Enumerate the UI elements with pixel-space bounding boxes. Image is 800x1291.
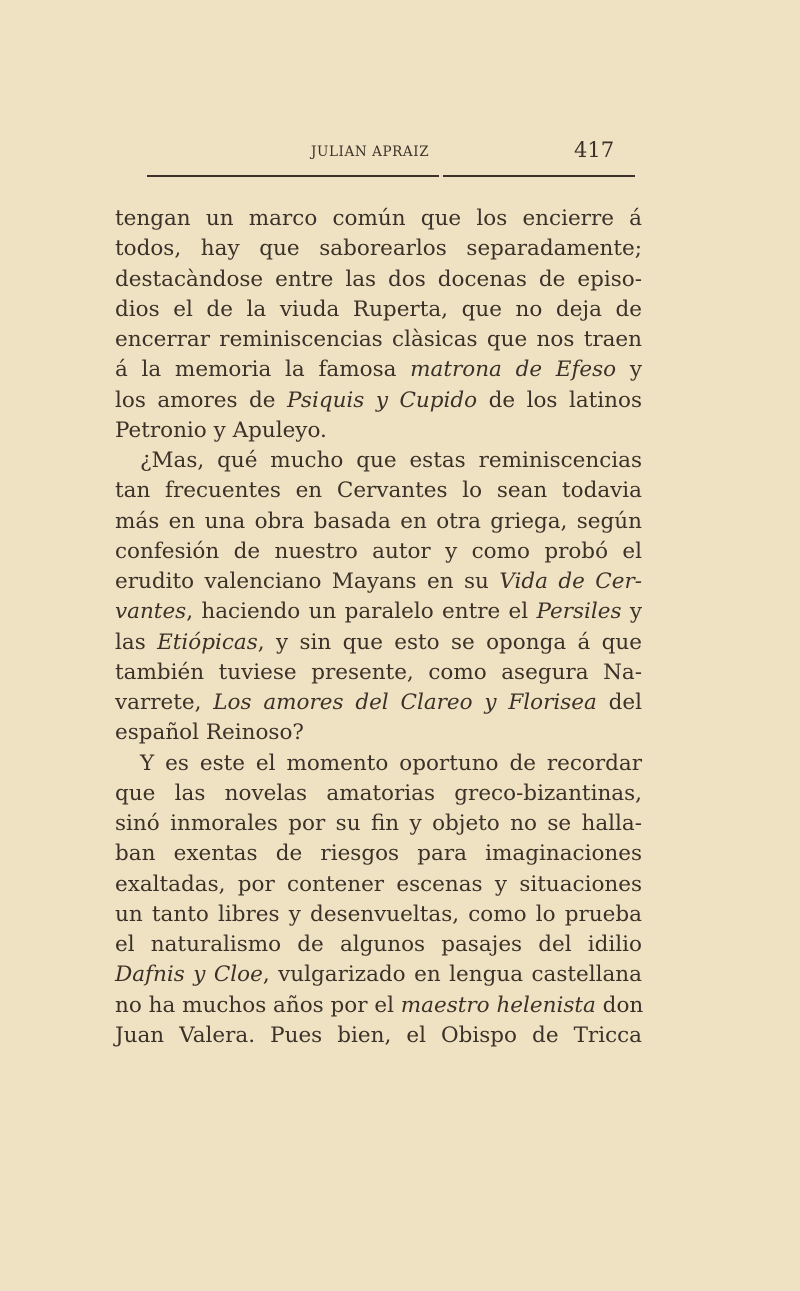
text-run: tan frecuentes en Cervantes lo sean todavia: [115, 478, 642, 504]
italic-title: Etiópicas: [157, 629, 258, 655]
text-run: tengan un marco común que los encierre á: [115, 206, 642, 231]
text-run: de los latinos: [477, 387, 642, 413]
text-line: [115, 991, 642, 1021]
text-run: y: [621, 599, 642, 625]
text-line: [115, 809, 642, 839]
running-head-author: JULIAN APRAIZ: [311, 144, 430, 160]
text-line: [115, 446, 642, 476]
text-run: el naturalismo de algunos pasajes del idilio: [115, 932, 642, 957]
text-run: Petronio y Apuleyo.: [115, 417, 327, 443]
text-run: un tanto libres y desenvueltas, como lo prueba: [115, 901, 642, 927]
text-line: [115, 870, 642, 900]
body-text: [115, 204, 642, 1051]
text-line: [115, 930, 642, 960]
italic-title: Persiles: [536, 599, 622, 625]
text-run: don: [595, 992, 644, 1018]
text-line: [115, 779, 642, 809]
text-run: Y es este el momento oportuno de recordar: [140, 750, 642, 776]
italic-title: Psiquis y Cupido: [287, 387, 478, 413]
text-line: [115, 688, 642, 718]
text-line: [115, 416, 642, 446]
text-run: , haciendo un paralelo entre el: [186, 599, 537, 625]
text-line: [115, 204, 642, 234]
text-run: confesión de nuestro autor y como probó el: [115, 538, 642, 564]
paragraph: [115, 446, 642, 749]
text-line: [115, 234, 642, 264]
text-run: , y sin que esto se oponga á que: [257, 629, 643, 655]
text-line: [115, 567, 642, 597]
italic-title: matrona de Efeso: [410, 357, 617, 383]
page-number: 417: [574, 138, 615, 162]
header-rule: [147, 175, 439, 177]
italic-title: Vida de Cer-: [499, 569, 642, 594]
running-head: [0, 140, 800, 166]
text-run: varrete,: [115, 690, 214, 715]
text-line: [115, 628, 642, 658]
text-line: [115, 718, 642, 748]
italic-title: Los amores del Clareo y Florisea: [213, 690, 597, 715]
text-line: [115, 325, 642, 355]
text-line: [115, 507, 642, 537]
italic-title: vantes: [115, 599, 187, 625]
text-line: [115, 960, 642, 990]
text-run: español Reinoso?: [115, 720, 304, 746]
text-run: del: [596, 690, 643, 715]
text-run: , vulgarizado en lengua castellana: [262, 962, 642, 988]
text-run: las: [115, 629, 158, 655]
text-run: todos, hay que saborearlos separadamente;: [115, 236, 642, 262]
text-line: [115, 1021, 642, 1051]
text-run: dios el de la viuda Ruperta, que no deja de: [115, 296, 642, 322]
text-line: [115, 265, 642, 295]
header-rule: [443, 175, 635, 177]
text-line: [115, 386, 642, 416]
text-line: [115, 355, 642, 385]
text-run: más en una obra basada en otra griega, según: [115, 508, 642, 534]
text-line: [115, 839, 642, 869]
text-run: también tuviese presente, como asegura Na-: [115, 659, 642, 685]
text-line: [115, 749, 642, 779]
text-run: erudito valenciano Mayans en su: [115, 569, 500, 594]
text-line: [115, 295, 642, 325]
text-run: exaltadas, por contener escenas y situaciones: [115, 871, 642, 897]
text-run: ban exentas de riesgos para imaginaciones: [115, 841, 642, 867]
italic-title: maestro helenista: [400, 992, 596, 1018]
text-line: [115, 597, 642, 627]
text-run: no ha muchos años por el: [115, 992, 401, 1018]
italic-title: Dafnis y Cloe: [115, 962, 263, 988]
text-line: [115, 658, 642, 688]
text-run: encerrar reminiscencias clàsicas que nos traen: [115, 327, 642, 352]
text-run: los amores de: [115, 387, 288, 413]
text-run: que las novelas amatorias greco-bizantinas,: [115, 780, 642, 806]
text-run: sinó inmorales por su fin y objeto no se halla-: [115, 811, 642, 836]
text-run: Juan Valera. Pues bien, el Obispo de Tricca: [115, 1022, 642, 1048]
paragraph: [115, 204, 642, 446]
text-run: y: [616, 357, 642, 383]
text-run: destacàndose entre las dos docenas de episo-: [115, 266, 642, 292]
text-line: [115, 476, 642, 506]
text-line: [115, 900, 642, 930]
paragraph: [115, 749, 642, 1052]
text-line: [115, 537, 642, 567]
text-run: ¿Mas, qué mucho que estas reminiscencias: [140, 448, 642, 473]
text-run: á la memoria la famosa: [115, 357, 411, 383]
